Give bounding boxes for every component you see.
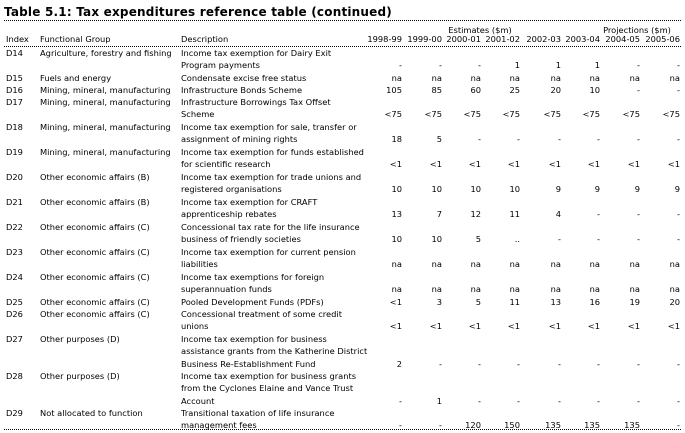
row-description-line: registered organisations: [181, 184, 282, 195]
row-description-line: Income tax exemption for funds established: [181, 147, 364, 157]
value-cell: <1: [507, 159, 520, 170]
year-column-header: 2000-01: [446, 34, 481, 44]
row-functional-group: Other purposes (D): [40, 371, 120, 381]
value-cell: 16: [589, 297, 600, 307]
value-cell: -: [439, 60, 442, 71]
value-cell: 19: [629, 297, 640, 307]
row-description-line: business of friendly societies: [181, 234, 301, 245]
value-cell: na: [669, 259, 680, 270]
value-cell: 60: [470, 85, 481, 95]
value-cell: <1: [389, 159, 402, 170]
value-cell: -: [637, 60, 640, 71]
value-cell: 13: [550, 297, 561, 307]
value-cell: <1: [468, 321, 481, 332]
value-cell: na: [470, 259, 481, 270]
value-cell: -: [399, 420, 402, 431]
value-cell: 5: [436, 134, 442, 145]
projections-header: Projections ($m): [603, 25, 671, 35]
value-cell: 4: [555, 209, 561, 220]
value-cell: na: [629, 73, 640, 83]
value-cell: 150: [504, 420, 520, 431]
row-description-line: Income tax exemption for trade unions and: [181, 172, 362, 182]
value-cell: <1: [429, 159, 442, 170]
row-index: D29: [6, 408, 23, 418]
value-cell: 1: [594, 60, 600, 71]
row-description-line: Pooled Development Funds (PDFs): [181, 297, 324, 307]
value-cell: na: [470, 73, 481, 83]
value-cell: na: [550, 259, 561, 270]
row-values: [0, 258, 685, 270]
value-cell: <1: [389, 321, 402, 332]
row-description-line: superannuation funds: [181, 284, 272, 295]
value-cell: na: [509, 284, 520, 295]
year-column-header: 1999-00: [407, 34, 442, 44]
value-cell: -: [597, 395, 600, 406]
year-column-header: 2003-04: [565, 34, 600, 44]
value-cell: 10: [470, 184, 481, 195]
value-cell: 7: [436, 209, 442, 220]
value-cell: <1: [468, 159, 481, 170]
table-bottom-divider: [4, 429, 681, 430]
row-values: [0, 233, 685, 245]
value-cell: <1: [429, 321, 442, 332]
value-cell: 1: [555, 60, 561, 71]
value-cell: 85: [431, 85, 442, 95]
value-cell: -: [677, 134, 680, 145]
value-cell: na: [470, 284, 481, 295]
row-description-line: assistance grants from the Katherine District: [181, 346, 368, 357]
row-functional-group: Other economic affairs (C): [40, 309, 150, 319]
value-cell: -: [637, 234, 640, 245]
group-column-header: Functional Group: [40, 34, 111, 44]
value-cell: -: [517, 395, 520, 406]
row-values: [0, 183, 685, 195]
value-cell: -: [597, 134, 600, 145]
row-functional-group: Mining, mineral, manufacturing: [40, 147, 171, 157]
value-cell: na: [669, 73, 680, 83]
value-cell: -: [677, 358, 680, 369]
value-cell: <75: [424, 109, 442, 120]
row-description-line: liabilities: [181, 259, 218, 270]
row-index: D21: [6, 197, 23, 207]
row-description-line: from the Cyclones Elaine and Vance Trust: [181, 383, 354, 394]
row-index: D28: [6, 371, 23, 381]
value-cell: -: [677, 420, 680, 431]
year-column-header: 2001-02: [485, 34, 520, 44]
row-functional-group: Mining, mineral, manufacturing: [40, 85, 171, 95]
row-description-line: Concessional tax rate for the life insurance: [181, 222, 360, 232]
row-functional-group: Mining, mineral, manufacturing: [40, 122, 171, 132]
row-index: D26: [6, 309, 23, 319]
row-index: D19: [6, 147, 23, 157]
row-functional-group: Other economic affairs (C): [40, 272, 150, 282]
value-cell: <1: [507, 321, 520, 332]
value-cell: na: [391, 259, 402, 270]
value-cell: 9: [634, 184, 640, 195]
row-functional-group: Other economic affairs (B): [40, 172, 150, 182]
row-index: D25: [6, 297, 23, 307]
value-cell: 9: [555, 184, 561, 195]
row-description-line: unions: [181, 321, 209, 332]
row-functional-group: Other economic affairs (C): [40, 247, 150, 257]
value-cell: <1: [667, 159, 680, 170]
row-functional-group: Fuels and energy: [40, 73, 112, 83]
value-cell: -: [478, 134, 481, 145]
value-cell: <75: [582, 109, 600, 120]
row-index: D14: [6, 48, 23, 58]
value-cell: 5: [475, 297, 481, 307]
value-cell: <75: [543, 109, 561, 120]
value-cell: <75: [384, 109, 402, 120]
value-cell: <1: [548, 321, 561, 332]
value-cell: na: [391, 73, 402, 83]
row-values: [0, 84, 685, 96]
value-cell: 10: [431, 184, 442, 195]
value-cell: 105: [386, 85, 402, 95]
row-index: D20: [6, 172, 23, 182]
row-description-line: Income tax exemption for business grants: [181, 371, 357, 381]
value-cell: -: [517, 358, 520, 369]
value-cell: -: [517, 134, 520, 145]
value-cell: 1: [514, 60, 520, 71]
row-functional-group: Agriculture, forestry and fishing: [40, 48, 172, 58]
row-description-line: Concessional treatment of some credit: [181, 309, 342, 319]
value-cell: -: [637, 395, 640, 406]
value-cell: 10: [431, 234, 442, 245]
row-values: [0, 208, 685, 220]
estimates-header: Estimates ($m): [448, 25, 512, 35]
value-cell: 3: [436, 297, 442, 307]
value-cell: -: [597, 209, 600, 220]
row-values: [0, 59, 685, 71]
value-cell: -: [597, 234, 600, 245]
value-cell: na: [629, 284, 640, 295]
value-cell: na: [589, 284, 600, 295]
value-cell: na: [589, 259, 600, 270]
row-index: D15: [6, 73, 23, 83]
value-cell: 20: [669, 297, 680, 307]
value-cell: -: [439, 420, 442, 431]
value-cell: -: [677, 234, 680, 245]
value-cell: -: [677, 395, 680, 406]
table-title: Table 5.1: Tax expenditures reference table (continued): [4, 5, 392, 19]
value-cell: <1: [548, 159, 561, 170]
value-cell: 12: [470, 209, 481, 220]
row-index: D22: [6, 222, 23, 232]
row-functional-group: Other economic affairs (B): [40, 197, 150, 207]
value-cell: -: [399, 60, 402, 71]
row-functional-group: Not allocated to function: [40, 408, 143, 418]
row-description-line: Condensate excise free status: [181, 73, 307, 83]
value-cell: -: [478, 358, 481, 369]
row-description-line: Scheme: [181, 109, 215, 120]
row-index: D16: [6, 85, 23, 95]
value-cell: -: [558, 358, 561, 369]
value-cell: 120: [465, 420, 481, 431]
row-description-line: Program payments: [181, 60, 260, 71]
value-cell: -: [677, 85, 680, 95]
value-cell: 135: [584, 420, 600, 431]
value-cell: -: [478, 395, 481, 406]
row-description-line: Income tax exemptions for foreign: [181, 272, 325, 282]
value-cell: 9: [674, 184, 680, 195]
value-cell: 10: [391, 234, 402, 245]
value-cell: na: [509, 259, 520, 270]
year-column-header: 1998-99: [367, 34, 402, 44]
row-index: D18: [6, 122, 23, 132]
row-description-line: Income tax exemption for business: [181, 334, 327, 344]
value-cell: -: [558, 234, 561, 245]
row-index: D23: [6, 247, 23, 257]
row-functional-group: Other economic affairs (C): [40, 222, 150, 232]
row-description-line: apprenticeship rebates: [181, 209, 277, 220]
value-cell: <75: [662, 109, 680, 120]
value-cell: 2: [396, 358, 402, 369]
value-cell: ..: [514, 234, 520, 245]
value-cell: na: [391, 284, 402, 295]
value-cell: 11: [509, 297, 520, 307]
value-cell: <75: [622, 109, 640, 120]
row-description-line: Infrastructure Borrowings Tax Offset: [181, 97, 331, 107]
row-functional-group: Mining, mineral, manufacturing: [40, 97, 171, 107]
row-description-line: Income tax exemption for CRAFT: [181, 197, 318, 207]
value-cell: -: [558, 395, 561, 406]
value-cell: 25: [509, 85, 520, 95]
row-values: [0, 395, 685, 407]
row-description-line: Business Re-Establishment Fund: [181, 358, 316, 369]
value-cell: -: [637, 358, 640, 369]
value-cell: <1: [667, 321, 680, 332]
row-description-line: Income tax exemption for current pension: [181, 247, 356, 257]
row-values: [0, 296, 685, 308]
value-cell: -: [677, 209, 680, 220]
year-column-header: 2002-03: [526, 34, 561, 44]
title-divider: [4, 20, 681, 21]
value-cell: -: [637, 134, 640, 145]
row-description-line: assignment of mining rights: [181, 134, 298, 145]
value-cell: na: [629, 259, 640, 270]
value-cell: <1: [627, 321, 640, 332]
value-cell: -: [597, 358, 600, 369]
value-cell: -: [637, 85, 640, 95]
row-index: D27: [6, 334, 23, 344]
row-description-line: Infrastructure Bonds Scheme: [181, 85, 303, 95]
row-functional-group: Other economic affairs (C): [40, 297, 150, 307]
row-values: [0, 72, 685, 84]
value-cell: na: [509, 73, 520, 83]
value-cell: <1: [627, 159, 640, 170]
value-cell: <75: [463, 109, 481, 120]
row-index: D24: [6, 272, 23, 282]
value-cell: na: [431, 284, 442, 295]
value-cell: 1: [436, 395, 442, 406]
value-cell: 20: [550, 85, 561, 95]
row-description-line: Account: [181, 395, 215, 406]
value-cell: -: [677, 60, 680, 71]
row-values: [0, 133, 685, 145]
year-column-header: 2004-05: [605, 34, 640, 44]
value-cell: na: [550, 73, 561, 83]
row-index: D17: [6, 97, 23, 107]
value-cell: na: [431, 259, 442, 270]
row-values: [0, 158, 685, 170]
row-functional-group: Other purposes (D): [40, 334, 120, 344]
value-cell: -: [558, 134, 561, 145]
row-values: [0, 320, 685, 332]
value-cell: <75: [502, 109, 520, 120]
value-cell: <1: [587, 321, 600, 332]
description-column-header: Description: [181, 34, 229, 44]
value-cell: -: [637, 209, 640, 220]
value-cell: 10: [509, 184, 520, 195]
row-values: [0, 108, 685, 120]
value-cell: na: [589, 73, 600, 83]
value-cell: 18: [391, 134, 402, 145]
value-cell: na: [431, 73, 442, 83]
value-cell: 10: [391, 184, 402, 195]
value-cell: 10: [589, 85, 600, 95]
value-cell: na: [669, 284, 680, 295]
row-description-line: for scientific research: [181, 159, 271, 170]
row-values: [0, 358, 685, 370]
row-description-line: management fees: [181, 420, 257, 431]
value-cell: 11: [509, 209, 520, 220]
value-cell: na: [550, 284, 561, 295]
value-cell: <1: [389, 297, 402, 307]
year-column-header: 2005-06: [645, 34, 680, 44]
value-cell: 135: [545, 420, 561, 431]
row-description-line: Transitional taxation of life insurance: [181, 408, 335, 418]
row-values: [0, 283, 685, 295]
index-column-header: Index: [6, 34, 29, 44]
value-cell: -: [478, 60, 481, 71]
value-cell: 9: [594, 184, 600, 195]
value-cell: -: [439, 358, 442, 369]
value-cell: 13: [391, 209, 402, 220]
value-cell: 135: [624, 420, 640, 431]
row-description-line: Income tax exemption for sale, transfer or: [181, 122, 357, 132]
value-cell: 5: [475, 234, 481, 245]
value-cell: <1: [587, 159, 600, 170]
column-header-row: [0, 33, 685, 45]
value-cell: -: [399, 395, 402, 406]
row-description-line: Income tax exemption for Dairy Exit: [181, 48, 332, 58]
